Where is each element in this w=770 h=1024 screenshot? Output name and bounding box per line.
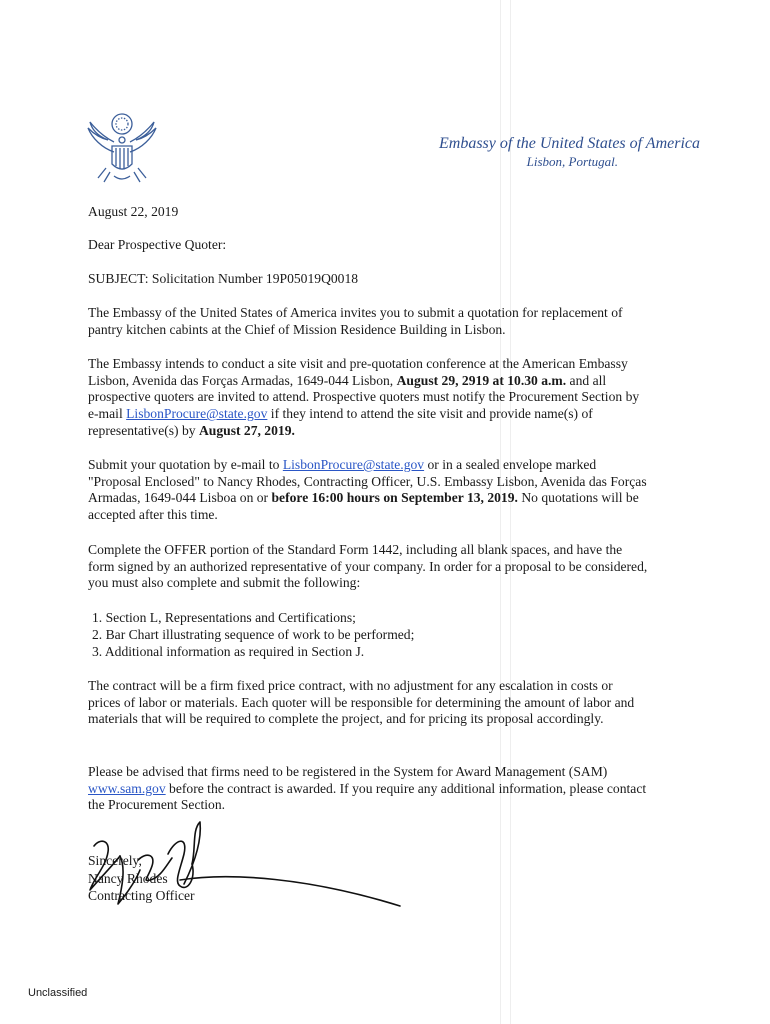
site-visit-deadline: August 27, 2019.	[198, 422, 295, 438]
embassy-name: Embassy of the United States of America	[439, 135, 700, 152]
salutation: Dear Prospective Quoter:	[88, 237, 227, 252]
sam-text: Please be advised that firms need to be registered in the System for Award Management (SAM)	[88, 764, 608, 779]
embassy-city: Lisbon, Portugal.	[526, 154, 618, 169]
list-item: 1. Section L, Representations and Certifications;	[92, 610, 356, 625]
list-item: 3. Additional information as required in Section J.	[92, 644, 365, 659]
signer-name: Nancy Rhodes	[88, 870, 168, 886]
sam-link[interactable]: www.sam.gov	[88, 780, 166, 796]
signer-title: Contracting Officer	[88, 888, 195, 903]
paragraph-contract: The contract will be a firm fixed price contract, with no adjustment for any escalation in costs or prices of labor or materials. Each quoter will be responsible for determining the amount of labor and materials that will be required to complete the project, and for pricing its proposal accordingly.	[88, 678, 635, 727]
sam-text-2: before the contract is awarded. If you require any additional information, please contact the Procurement Section.	[88, 780, 647, 813]
paragraph-submission	[88, 457, 648, 524]
paragraph-invitation: The Embassy of the United States of America invites you to submit a quotation for replacement of pantry kitchen cabints at the Chief of Mission Residence Building in Lisbon.	[88, 305, 623, 337]
great-seal-eagle-icon	[84, 108, 160, 190]
site-visit-text-3: if they intend to attend the site visit and provide name(s) of representative(s) by	[88, 406, 593, 438]
paragraph-offer: Complete the OFFER portion of the Standard Form 1442, including all blank spaces, and have the form signed by an authorized representative of your company. In order for a proposal to be considered, you must also complete and submit the following:	[88, 542, 648, 591]
list-item: 2. Bar Chart illustrating sequence of work to be performed;	[92, 627, 415, 642]
subject-line: SUBJECT: Solicitation Number 19P05019Q0018	[88, 271, 359, 286]
signature-block	[88, 852, 195, 905]
requirements-list	[92, 609, 414, 660]
submission-text-3: No quotations will be accepted after this time.	[88, 490, 639, 523]
procurement-email-link[interactable]: LisbonProcure@state.gov	[126, 406, 268, 422]
closing: Sincerely,	[88, 853, 142, 868]
letter-date: August 22, 2019	[88, 204, 179, 219]
submission-text-2: or in a sealed envelope marked "Proposal Enclosed" to Nancy Rhodes, Contracting Officer, U.S. Embassy Lisbon, Avenida das Forças Armadas, 1649-044 Lisboa on or	[88, 457, 647, 506]
site-visit-text: The Embassy intends to conduct a site visit and pre-quotation conference at the American Embassy Lisbon, Avenida das Forças Armadas, 1649-044 Lisbon,	[88, 356, 628, 388]
paragraph-sam	[88, 764, 648, 814]
site-visit-date: August 29, 2919 at 10.30 a.m.	[396, 372, 567, 388]
site-visit-text-2: and all prospective quoters are invited to attend. Prospective quoters must notify the Procurement Section by e-mail	[88, 372, 640, 422]
letterhead	[439, 134, 700, 170]
classification-label: Unclassified	[28, 987, 88, 999]
submission-text: Submit your quotation by e-mail to	[88, 457, 283, 472]
paragraph-site-visit	[88, 356, 648, 440]
submission-email-link[interactable]: LisbonProcure@state.gov	[282, 457, 425, 472]
submission-deadline: before 16:00 hours on September 13, 2019.	[271, 490, 518, 506]
